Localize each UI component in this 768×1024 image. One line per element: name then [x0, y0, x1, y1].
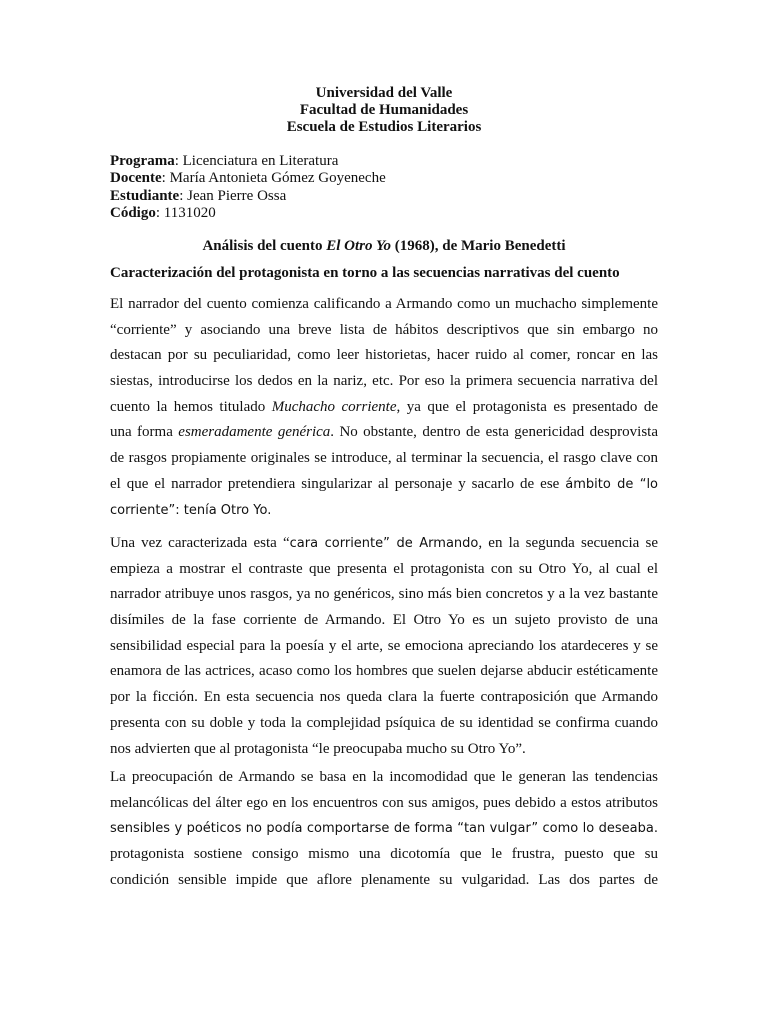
text-segment: Una vez caracterizada esta “ [110, 535, 290, 551]
text-line: El narrador del cuento comienza calificando a Armando como un muchacho simplemente [110, 296, 658, 312]
paragraph-1 [110, 292, 658, 523]
paragraph-3 [110, 765, 658, 893]
docente-label: Docente [110, 170, 162, 187]
italic-segment: esmeradamente genérica [178, 424, 331, 441]
docente-row [110, 170, 386, 187]
paragraph-2 [110, 531, 658, 762]
programa-value: : Licenciatura en Literatura [174, 153, 339, 169]
text-line: siestas, introducirse los dedos en la nariz, etc. Por eso la primera secuencia narrativa del [110, 373, 658, 390]
text-line: disímiles de la fase corriente de Armando. El Otro Yo es un sujeto provisto de una [110, 612, 658, 629]
university-name: Universidad del Valle [315, 85, 453, 101]
estudiante-value: : Jean Pierre Ossa [179, 187, 287, 204]
estudiante-label: Estudiante [110, 187, 180, 204]
programa-label: Programa [110, 153, 175, 169]
faculty-name: Facultad de Humanidades [299, 102, 469, 118]
estudiante-row [110, 188, 386, 205]
text-line: enamora de las actrices, acaso como los hombres que suelen dejarse abducir estéticamente [110, 663, 658, 680]
codigo-row [110, 205, 386, 222]
text-line: protagonista sostiene consigo mismo una dicotomía que le frustra, puesto que su [110, 846, 658, 863]
text-line: empieza a mostrar el contraste que presenta el protagonista con su Otro Yo, al cual el [110, 560, 658, 577]
title-work: El Otro Yo [326, 238, 391, 254]
text-line: corriente”: tenía Otro Yo. [110, 502, 272, 518]
text-line: La preocupación de Armando se basa en la incomodidad que le generan las tendencias [110, 769, 658, 785]
text-segment: , ya que el protagonista es presentado de [396, 398, 658, 415]
italic-segment: Muchacho corriente [271, 398, 397, 415]
text-line [110, 816, 658, 842]
institution-header [0, 85, 768, 136]
text-line [110, 420, 658, 446]
title-prefix: Análisis del cuento [202, 238, 327, 254]
programa-row [110, 153, 386, 170]
text-line: melancólicas del álter ego en los encuentros con sus amigos, pues debido a estos atributos [110, 794, 658, 811]
text-line: destacan por su peculiaridad, como leer historietas, hacer ruido al comer, roncar en las [110, 347, 658, 364]
essay-title [0, 237, 768, 255]
docente-value: : María Antonieta Gómez Goyeneche [161, 170, 386, 187]
text-line: por la ficción. En esta secuencia nos queda clara la fuerte contraposición que Armando [110, 689, 658, 706]
text-segment: una forma [110, 424, 179, 441]
title-suffix: (1968), de Mario Benedetti [390, 238, 566, 254]
codigo-label: Código [110, 204, 156, 221]
text-segment: cara corriente” de Armando [289, 536, 479, 551]
text-line: “corriente” y asociando una breve lista de hábitos descriptivos que sin embargo no [110, 321, 658, 338]
text-segment: , en la segunda secuencia se [478, 535, 658, 551]
school-name: Escuela de Estudios Literarios [286, 119, 482, 135]
codigo-value: : 1131020 [155, 204, 216, 221]
text-segment: . No obstante, dentro de esta genericidad desprovista [330, 424, 658, 441]
text-line: sensibilidad especial para la poesía y el arte, se emociona apreciando los atardeceres y se [110, 637, 658, 654]
text-line: de rasgos propiamente originales se introduce, al terminar la secuencia, el rasgo clave con [110, 450, 658, 467]
text-segment: sensibles y poéticos no podía comportarse de forma “tan vulgar” como lo deseaba. [110, 821, 658, 837]
text-line [110, 531, 658, 557]
text-line: condición sensible impide que aflore plenamente su vulgaridad. Las dos partes de [110, 871, 658, 888]
essay-subtitle: Caracterización del protagonista en torno a las secuencias narrativas del cuento [110, 265, 620, 281]
text-segment: el que el narrador pretendiera singularizar al personaje y sacarlo de ese [110, 475, 566, 492]
text-line: presenta con su doble y toda la complejidad psíquica de su identidad se confirma cuando [110, 714, 658, 731]
text-line [110, 472, 658, 498]
text-line: nos advierten que al protagonista “le preocupaba mucho su Otro Yo”. [110, 740, 526, 757]
text-segment: ámbito de “lo [565, 476, 658, 492]
student-info [110, 153, 386, 222]
text-segment: cuento la hemos titulado [110, 398, 272, 415]
text-line [110, 395, 658, 421]
text-line: narrador atribuye unos rasgos, ya no genéricos, sino más bien concretos y a la vez bastante [110, 586, 658, 603]
